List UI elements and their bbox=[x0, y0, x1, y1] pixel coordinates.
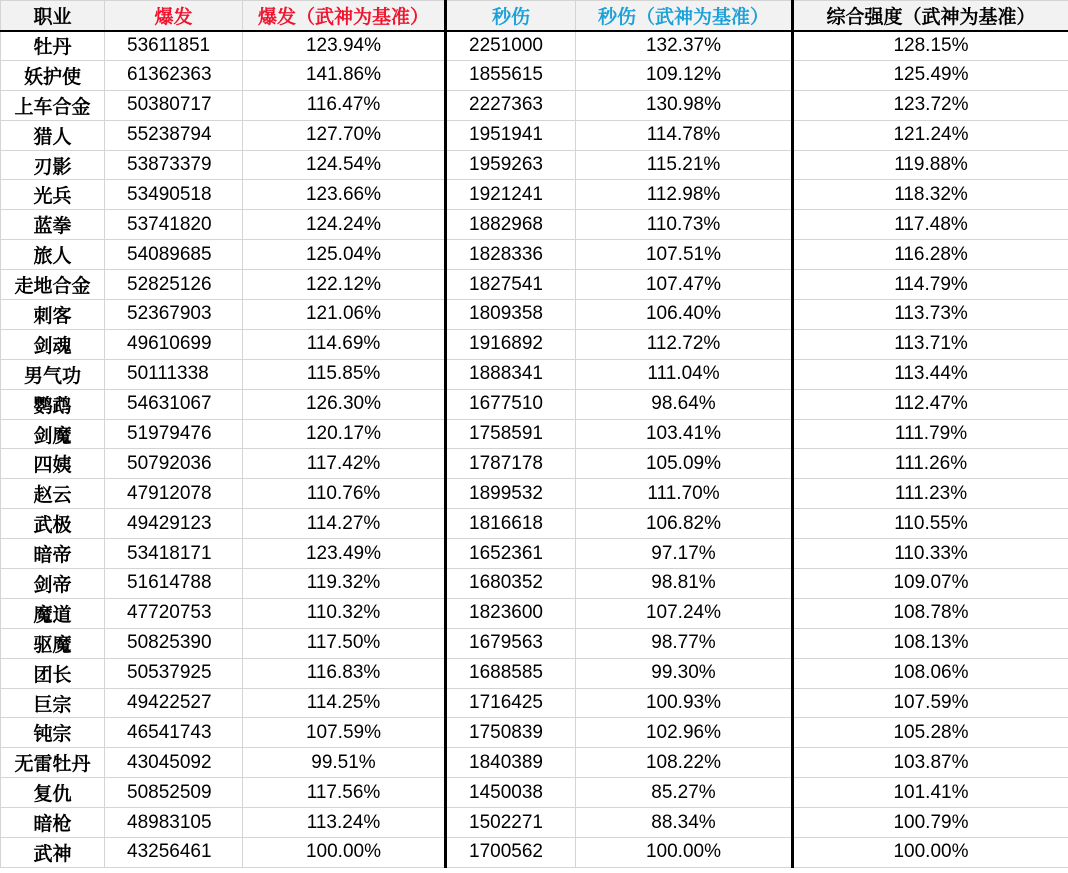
cell-burst[interactable]: 53611851 bbox=[105, 31, 243, 61]
cell-dps-pct[interactable]: 110.73% bbox=[576, 210, 793, 240]
cell-burst-pct[interactable]: 117.56% bbox=[243, 778, 446, 808]
cell-burst-pct[interactable]: 114.69% bbox=[243, 329, 446, 359]
cell-total[interactable]: 105.28% bbox=[793, 718, 1068, 748]
cell-burst[interactable]: 53418171 bbox=[105, 539, 243, 569]
cell-dps[interactable]: 1855615 bbox=[446, 60, 576, 90]
cell-dps[interactable]: 1758591 bbox=[446, 419, 576, 449]
cell-total[interactable]: 111.23% bbox=[793, 479, 1068, 509]
cell-job[interactable]: 旅人 bbox=[1, 240, 105, 270]
cell-burst[interactable]: 43045092 bbox=[105, 748, 243, 778]
cell-total[interactable]: 111.26% bbox=[793, 449, 1068, 479]
table-row bbox=[1, 150, 1068, 180]
cell-dps[interactable]: 1750839 bbox=[446, 718, 576, 748]
cell-burst[interactable]: 46541743 bbox=[105, 718, 243, 748]
cell-burst-pct[interactable]: 127.70% bbox=[243, 120, 446, 150]
cell-burst-pct[interactable]: 120.17% bbox=[243, 419, 446, 449]
cell-burst[interactable]: 50852509 bbox=[105, 778, 243, 808]
cell-dps[interactable]: 1700562 bbox=[446, 838, 576, 868]
header-dps[interactable]: 秒伤 bbox=[446, 1, 576, 31]
cell-dps[interactable]: 1882968 bbox=[446, 210, 576, 240]
cell-burst[interactable]: 49610699 bbox=[105, 329, 243, 359]
table-row bbox=[1, 658, 1068, 688]
cell-dps[interactable]: 1677510 bbox=[446, 389, 576, 419]
cell-dps[interactable]: 1809358 bbox=[446, 300, 576, 330]
table-row bbox=[1, 838, 1068, 868]
cell-burst-pct[interactable]: 124.24% bbox=[243, 210, 446, 240]
cell-burst[interactable]: 52825126 bbox=[105, 270, 243, 300]
table-row bbox=[1, 90, 1068, 120]
cell-burst-pct[interactable]: 124.54% bbox=[243, 150, 446, 180]
cell-burst-pct[interactable]: 99.51% bbox=[243, 748, 446, 778]
cell-total[interactable]: 108.06% bbox=[793, 658, 1068, 688]
cell-burst[interactable]: 53741820 bbox=[105, 210, 243, 240]
cell-job[interactable]: 剑魂 bbox=[1, 329, 105, 359]
table-body bbox=[1, 31, 1068, 868]
cell-dps[interactable]: 1899532 bbox=[446, 479, 576, 509]
cell-job[interactable]: 牡丹 bbox=[1, 31, 105, 61]
table-row bbox=[1, 120, 1068, 150]
cell-burst-pct[interactable]: 121.06% bbox=[243, 300, 446, 330]
cell-dps[interactable]: 1827541 bbox=[446, 270, 576, 300]
table-row bbox=[1, 748, 1068, 778]
table-row bbox=[1, 449, 1068, 479]
cell-total[interactable]: 103.87% bbox=[793, 748, 1068, 778]
cell-burst-pct[interactable]: 125.04% bbox=[243, 240, 446, 270]
cell-total[interactable]: 110.33% bbox=[793, 539, 1068, 569]
cell-dps-pct[interactable]: 115.21% bbox=[576, 150, 793, 180]
cell-dps[interactable]: 1716425 bbox=[446, 688, 576, 718]
cell-burst[interactable]: 51614788 bbox=[105, 569, 243, 599]
cell-total[interactable]: 100.79% bbox=[793, 808, 1068, 838]
cell-job[interactable]: 走地合金 bbox=[1, 270, 105, 300]
table-row bbox=[1, 60, 1068, 90]
table-row bbox=[1, 688, 1068, 718]
cell-total[interactable]: 101.41% bbox=[793, 778, 1068, 808]
header-row bbox=[1, 1, 1068, 31]
cell-dps-pct[interactable]: 98.64% bbox=[576, 389, 793, 419]
cell-burst-pct[interactable]: 110.32% bbox=[243, 598, 446, 628]
cell-burst-pct[interactable]: 122.12% bbox=[243, 270, 446, 300]
cell-burst-pct[interactable]: 126.30% bbox=[243, 389, 446, 419]
cell-burst-pct[interactable]: 123.49% bbox=[243, 539, 446, 569]
cell-job[interactable]: 刺客 bbox=[1, 300, 105, 330]
cell-total[interactable]: 100.00% bbox=[793, 838, 1068, 868]
cell-burst-pct[interactable]: 116.47% bbox=[243, 90, 446, 120]
cell-job[interactable]: 暗枪 bbox=[1, 808, 105, 838]
cell-total[interactable]: 118.32% bbox=[793, 180, 1068, 210]
cell-total[interactable]: 114.79% bbox=[793, 270, 1068, 300]
cell-dps[interactable]: 1916892 bbox=[446, 329, 576, 359]
cell-dps[interactable]: 1888341 bbox=[446, 359, 576, 389]
cell-burst[interactable]: 47720753 bbox=[105, 598, 243, 628]
cell-job[interactable]: 赵云 bbox=[1, 479, 105, 509]
cell-burst[interactable]: 50111338 bbox=[105, 359, 243, 389]
cell-dps-pct[interactable]: 132.37% bbox=[576, 31, 793, 61]
cell-burst-pct[interactable]: 110.76% bbox=[243, 479, 446, 509]
cell-total[interactable]: 108.78% bbox=[793, 598, 1068, 628]
table-row bbox=[1, 778, 1068, 808]
cell-dps[interactable]: 1688585 bbox=[446, 658, 576, 688]
cell-job[interactable]: 剑帝 bbox=[1, 569, 105, 599]
table-row bbox=[1, 509, 1068, 539]
cell-dps-pct[interactable]: 130.98% bbox=[576, 90, 793, 120]
table-row bbox=[1, 628, 1068, 658]
cell-total[interactable]: 128.15% bbox=[793, 31, 1068, 61]
cell-dps[interactable]: 1823600 bbox=[446, 598, 576, 628]
cell-dps[interactable]: 1680352 bbox=[446, 569, 576, 599]
table-row bbox=[1, 808, 1068, 838]
cell-total[interactable]: 112.47% bbox=[793, 389, 1068, 419]
cell-dps-pct[interactable]: 106.82% bbox=[576, 509, 793, 539]
header-dps-pct[interactable]: 秒伤（武神为基准） bbox=[576, 1, 793, 31]
table-row bbox=[1, 479, 1068, 509]
cell-dps[interactable]: 1450038 bbox=[446, 778, 576, 808]
cell-job[interactable]: 钝宗 bbox=[1, 718, 105, 748]
cell-burst[interactable]: 53490518 bbox=[105, 180, 243, 210]
cell-dps-pct[interactable]: 85.27% bbox=[576, 778, 793, 808]
cell-burst[interactable]: 54089685 bbox=[105, 240, 243, 270]
cell-burst-pct[interactable]: 114.25% bbox=[243, 688, 446, 718]
cell-dps-pct[interactable]: 98.81% bbox=[576, 569, 793, 599]
table-row bbox=[1, 718, 1068, 748]
cell-burst[interactable]: 50792036 bbox=[105, 449, 243, 479]
cell-burst-pct[interactable]: 123.66% bbox=[243, 180, 446, 210]
cell-job[interactable]: 猎人 bbox=[1, 120, 105, 150]
cell-total[interactable]: 108.13% bbox=[793, 628, 1068, 658]
cell-dps-pct[interactable]: 88.34% bbox=[576, 808, 793, 838]
cell-burst[interactable]: 55238794 bbox=[105, 120, 243, 150]
cell-burst-pct[interactable]: 113.24% bbox=[243, 808, 446, 838]
cell-burst[interactable]: 48983105 bbox=[105, 808, 243, 838]
cell-dps[interactable]: 1840389 bbox=[446, 748, 576, 778]
table-row bbox=[1, 389, 1068, 419]
cell-total[interactable]: 117.48% bbox=[793, 210, 1068, 240]
table-row bbox=[1, 270, 1068, 300]
table-row bbox=[1, 300, 1068, 330]
cell-dps[interactable]: 1679563 bbox=[446, 628, 576, 658]
cell-job[interactable]: 鹦鹉 bbox=[1, 389, 105, 419]
cell-job[interactable]: 男气功 bbox=[1, 359, 105, 389]
cell-burst[interactable]: 52367903 bbox=[105, 300, 243, 330]
header-total[interactable]: 综合强度（武神为基准） bbox=[793, 1, 1068, 31]
table-row bbox=[1, 359, 1068, 389]
cell-dps[interactable]: 1787178 bbox=[446, 449, 576, 479]
cell-job[interactable]: 武神 bbox=[1, 838, 105, 868]
cell-total[interactable]: 113.73% bbox=[793, 300, 1068, 330]
cell-burst-pct[interactable]: 100.00% bbox=[243, 838, 446, 868]
cell-burst-pct[interactable]: 119.32% bbox=[243, 569, 446, 599]
cell-burst-pct[interactable]: 107.59% bbox=[243, 718, 446, 748]
table-row bbox=[1, 419, 1068, 449]
cell-dps-pct[interactable]: 105.09% bbox=[576, 449, 793, 479]
table-row bbox=[1, 240, 1068, 270]
cell-total[interactable]: 125.49% bbox=[793, 60, 1068, 90]
table-row bbox=[1, 180, 1068, 210]
cell-job[interactable]: 蓝拳 bbox=[1, 210, 105, 240]
cell-dps-pct[interactable]: 106.40% bbox=[576, 300, 793, 330]
cell-burst[interactable]: 61362363 bbox=[105, 60, 243, 90]
cell-dps-pct[interactable]: 107.47% bbox=[576, 270, 793, 300]
cell-burst[interactable]: 53873379 bbox=[105, 150, 243, 180]
cell-dps-pct[interactable]: 107.24% bbox=[576, 598, 793, 628]
cell-dps[interactable]: 1828336 bbox=[446, 240, 576, 270]
cell-burst[interactable]: 54631067 bbox=[105, 389, 243, 419]
cell-job[interactable]: 四姨 bbox=[1, 449, 105, 479]
cell-burst[interactable]: 43256461 bbox=[105, 838, 243, 868]
cell-dps[interactable]: 2251000 bbox=[446, 31, 576, 61]
cell-dps[interactable]: 1816618 bbox=[446, 509, 576, 539]
header-burst[interactable]: 爆发 bbox=[105, 1, 243, 31]
cell-dps[interactable]: 1502271 bbox=[446, 808, 576, 838]
cell-dps-pct[interactable]: 98.77% bbox=[576, 628, 793, 658]
cell-dps-pct[interactable]: 100.93% bbox=[576, 688, 793, 718]
cell-dps-pct[interactable]: 100.00% bbox=[576, 838, 793, 868]
cell-dps[interactable]: 1959263 bbox=[446, 150, 576, 180]
cell-job[interactable]: 妖护使 bbox=[1, 60, 105, 90]
cell-job[interactable]: 复仇 bbox=[1, 778, 105, 808]
cell-total[interactable]: 113.71% bbox=[793, 329, 1068, 359]
cell-job[interactable]: 无雷牡丹 bbox=[1, 748, 105, 778]
cell-job[interactable]: 团长 bbox=[1, 658, 105, 688]
cell-burst[interactable]: 47912078 bbox=[105, 479, 243, 509]
cell-dps-pct[interactable]: 102.96% bbox=[576, 718, 793, 748]
cell-dps-pct[interactable]: 103.41% bbox=[576, 419, 793, 449]
cell-total[interactable]: 121.24% bbox=[793, 120, 1068, 150]
cell-dps[interactable]: 1951941 bbox=[446, 120, 576, 150]
cell-burst[interactable]: 50380717 bbox=[105, 90, 243, 120]
cell-job[interactable]: 刃影 bbox=[1, 150, 105, 180]
table-row bbox=[1, 539, 1068, 569]
cell-job[interactable]: 暗帝 bbox=[1, 539, 105, 569]
cell-dps-pct[interactable]: 112.72% bbox=[576, 329, 793, 359]
cell-dps-pct[interactable]: 107.51% bbox=[576, 240, 793, 270]
cell-job[interactable]: 光兵 bbox=[1, 180, 105, 210]
cell-dps-pct[interactable]: 111.70% bbox=[576, 479, 793, 509]
header-burst-pct[interactable]: 爆发（武神为基准） bbox=[243, 1, 446, 31]
cell-burst-pct[interactable]: 141.86% bbox=[243, 60, 446, 90]
cell-dps[interactable]: 1652361 bbox=[446, 539, 576, 569]
cell-burst-pct[interactable]: 114.27% bbox=[243, 509, 446, 539]
table-row bbox=[1, 598, 1068, 628]
cell-job[interactable]: 魔道 bbox=[1, 598, 105, 628]
cell-burst-pct[interactable]: 117.50% bbox=[243, 628, 446, 658]
cell-total[interactable]: 111.79% bbox=[793, 419, 1068, 449]
cell-burst-pct[interactable]: 116.83% bbox=[243, 658, 446, 688]
cell-job[interactable]: 武极 bbox=[1, 509, 105, 539]
cell-burst[interactable]: 50537925 bbox=[105, 658, 243, 688]
cell-dps-pct[interactable]: 114.78% bbox=[576, 120, 793, 150]
cell-total[interactable]: 119.88% bbox=[793, 150, 1068, 180]
cell-dps[interactable]: 2227363 bbox=[446, 90, 576, 120]
cell-total[interactable]: 110.55% bbox=[793, 509, 1068, 539]
cell-job[interactable]: 巨宗 bbox=[1, 688, 105, 718]
cell-dps-pct[interactable]: 112.98% bbox=[576, 180, 793, 210]
cell-dps-pct[interactable]: 108.22% bbox=[576, 748, 793, 778]
table-row bbox=[1, 210, 1068, 240]
cell-dps-pct[interactable]: 99.30% bbox=[576, 658, 793, 688]
cell-dps-pct[interactable]: 111.04% bbox=[576, 359, 793, 389]
cell-burst[interactable]: 49429123 bbox=[105, 509, 243, 539]
cell-total[interactable]: 123.72% bbox=[793, 90, 1068, 120]
cell-total[interactable]: 109.07% bbox=[793, 569, 1068, 599]
cell-total[interactable]: 116.28% bbox=[793, 240, 1068, 270]
cell-dps-pct[interactable]: 109.12% bbox=[576, 60, 793, 90]
table-row bbox=[1, 569, 1068, 599]
cell-burst-pct[interactable]: 117.42% bbox=[243, 449, 446, 479]
cell-burst[interactable]: 49422527 bbox=[105, 688, 243, 718]
cell-burst-pct[interactable]: 123.94% bbox=[243, 31, 446, 61]
cell-job[interactable]: 上车合金 bbox=[1, 90, 105, 120]
cell-total[interactable]: 107.59% bbox=[793, 688, 1068, 718]
cell-job[interactable]: 驱魔 bbox=[1, 628, 105, 658]
cell-total[interactable]: 113.44% bbox=[793, 359, 1068, 389]
cell-burst[interactable]: 51979476 bbox=[105, 419, 243, 449]
cell-dps[interactable]: 1921241 bbox=[446, 180, 576, 210]
cell-job[interactable]: 剑魔 bbox=[1, 419, 105, 449]
table-row bbox=[1, 31, 1068, 61]
header-job[interactable]: 职业 bbox=[1, 1, 105, 31]
cell-burst[interactable]: 50825390 bbox=[105, 628, 243, 658]
table-row bbox=[1, 329, 1068, 359]
cell-burst-pct[interactable]: 115.85% bbox=[243, 359, 446, 389]
cell-dps-pct[interactable]: 97.17% bbox=[576, 539, 793, 569]
